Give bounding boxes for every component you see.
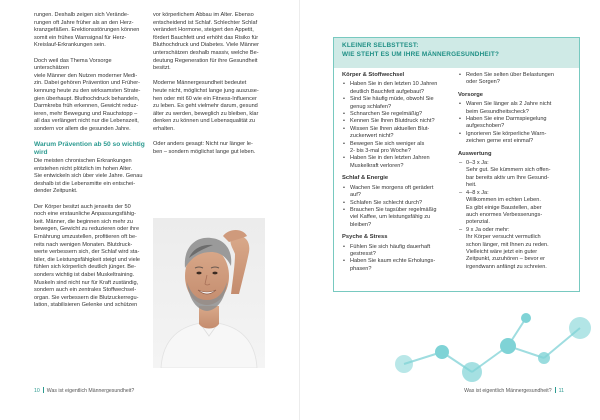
evaluation-text: Sehr gut. Sie kümmern sich offen- bar bereits aktiv um Ihre Gesund- heit. xyxy=(466,167,551,189)
question-item: • Fühlen Sie sich häufig dauerhaft gestresst? xyxy=(342,244,460,259)
section-heading: Warum Prävention ab 50 so wichtig wird xyxy=(34,141,145,157)
self-test-column-left xyxy=(342,72,460,278)
question-item: • Ignorieren Sie körperliche Warn- zeichen gerne erst einmal? xyxy=(458,131,576,146)
paragraph: Oder anders gesagt: Nicht nur länger le- ben – sondern möglichst lange gut leben. xyxy=(153,141,256,155)
section-title: Psyche & Stress xyxy=(342,234,388,241)
molecule-decoration xyxy=(330,300,600,390)
question-item: • Reden Sie selten über Belastungen oder Sorgen? xyxy=(458,72,576,87)
question-item: • Haben Sie kaum echte Erholungs- phasen? xyxy=(342,258,460,273)
section-title: Schlaf & Energie xyxy=(342,175,389,182)
section-title: Körper & Stoffwechsel xyxy=(342,72,405,78)
question-item: • Kennen Sie Ihren Blutdruck nicht? xyxy=(342,118,460,125)
self-test-column-right xyxy=(458,72,576,276)
paragraph: Doch weil das Thema Vorsorge unterschätzen viele Männer den Nutzen moderner Medi- zin. Dabei gehören Prävention und Früher- kennung heute zu den wirksamsten Strate- gien überhaupt. Bluthochdruck behandeln, Darmkrebs früh erkennen, Gewicht reduz- ieren, mehr Bewegung und Rauchstopp – all das verlängert nicht nur die Lebenszeit, sondern vor allem die gesunden Jahre. xyxy=(34,57,141,132)
question-item: • Schlafen Sie schlecht durch? xyxy=(342,200,460,207)
page-number: 10 xyxy=(34,388,40,394)
evaluation-range: – 0–3 x Ja: xyxy=(458,160,576,167)
man-portrait-illustration xyxy=(153,218,265,368)
question-item: • Brauchen Sie tagsüber regelmäßig viel Kaffee, um leistungsfähig zu bleiben? xyxy=(342,207,460,229)
question-item: • Sind Sie häufig müde, obwohl Sie genug schlafen? xyxy=(342,96,460,111)
question-item: • Schnarchen Sie regelmäßig? xyxy=(342,111,460,118)
evaluation-text: Ihr Körper versucht vermutlich schon länger, mit Ihnen zu reden. Vielleicht wäre jetzt ein guter Zeitpunkt, zuzuhören – bevor er irgendwann anfängt zu schreien. xyxy=(466,234,549,270)
evaluation-list xyxy=(458,160,576,271)
section-title: Auswertung xyxy=(458,150,492,157)
self-test-box xyxy=(333,37,580,292)
question-item: • Haben Sie eine Darmspiegelung aufgeschoben? xyxy=(458,116,576,131)
question-item: • Wachen Sie morgens oft gerädert auf? xyxy=(342,185,460,200)
paragraph: Moderne Männergesundheit bedeutet heute nicht, möglichst lange jung auszuse- hen oder mit 60 wie ein Fitness-Influencer zu leben. Es geht vielmehr darum, gesund älter zu werden, beweglich zu bleiben, klar denken zu können und Lebensqualität zu erhalten. xyxy=(153,80,259,132)
question-list xyxy=(342,81,460,170)
question-list xyxy=(458,72,576,87)
evaluation-text: Willkommen im echten Leben. Es gibt einige Baustellen, aber auch enormes Verbesserungs- potenzial. xyxy=(466,197,543,226)
question-list xyxy=(342,244,460,274)
paragraph: Der Körper besitzt auch jenseits der 50 noch eine erstaunliche Anpassungsfähig- keit. Männer, die beginnen sich mehr zu bewegen, Gewicht zu reduzieren oder ihre Ernährung umzustellen, profitieren oft be- reits nach wenigen Monaten. Blutdruck- werte verbessern sich, der Schlaf wird sta- biler, die Leistungsfähigkeit steigt und viele fühlen sich körperlich deutlich jünger. Be- sonders wichtig ist dabei Muskeltraining. Muskeln sind nicht nur für Kraft zuständig, sondern auch ein zentrales Stoffwechsel- organ. Sie verbessern die Blutzuckerregu- lation, stabilisieren Gelenke und schützen xyxy=(34,203,141,309)
paragraph: rungen. Deshalb zeigen sich Verände- rungen oft Jahre früher als an den Herz- kranzgefäßen. Erektionsstörungen können somit ein frühes Warnsignal für Herz- Kreislauf-Erkrankungen sein. xyxy=(34,12,140,49)
question-list xyxy=(342,185,460,229)
footer-left xyxy=(34,387,134,395)
footer-separator xyxy=(43,387,44,393)
self-test-subtitle: WIE STEHT ES UM IHRE MÄNNERGESUNDHEIT? xyxy=(342,50,500,58)
question-list xyxy=(458,101,576,145)
question-item: • Waren Sie länger als 2 Jahre nicht beim Gesundheitscheck? xyxy=(458,101,576,116)
question-item: • Haben Sie in den letzten 10 Jahren deutlich Bauchfett aufgebaut? xyxy=(342,81,460,96)
man-portrait-photo xyxy=(153,218,265,368)
running-title: Was ist eigentlich Männergesundheit? xyxy=(464,388,552,394)
question-item: • Haben Sie in den letzten Jahren Muskelkraft verloren? xyxy=(342,155,460,170)
running-title: Was ist eigentlich Männergesundheit? xyxy=(46,388,135,394)
paragraph: Die meisten chronischen Erkrankungen entstehen nicht plötzlich im hohen Alter. Sie entwickeln sich über viele Jahre. Genau deshalb ist die Lebensmitte ein entschei- dender Zeitpunkt. xyxy=(34,158,143,195)
paragraph: vor körperlichem Abbau im Alter. Ebenso entscheidend ist Schlaf. Schlechter Schlaf verändert Hormone, steigert den Appetit, fördert Bauchfett und erhöht das Risiko für Bluthochdruck und Diabetes. Viele Männer unterschätzen deshalb massiv, welche Be- deutung Regeneration für ihre Gesundheit besitzt. xyxy=(153,12,259,72)
left-column-2 xyxy=(153,12,265,164)
self-test-header xyxy=(334,38,579,68)
section-title: Vorsorge xyxy=(458,91,484,98)
left-column-1 xyxy=(34,12,148,318)
question-item: • Bewegen Sie sich weniger als 2- bis 3-mal pro Woche? xyxy=(342,141,460,156)
page-number: 11 xyxy=(558,388,564,394)
evaluation-range: – 4–8 x Ja: xyxy=(458,190,576,197)
self-test-title: KLEINER SELBSTTEST: xyxy=(342,42,419,49)
question-item: • Wissen Sie Ihren aktuellen Blut- zuckerwert nicht? xyxy=(342,126,460,141)
evaluation-range: – 9 x Ja oder mehr: xyxy=(458,227,576,234)
